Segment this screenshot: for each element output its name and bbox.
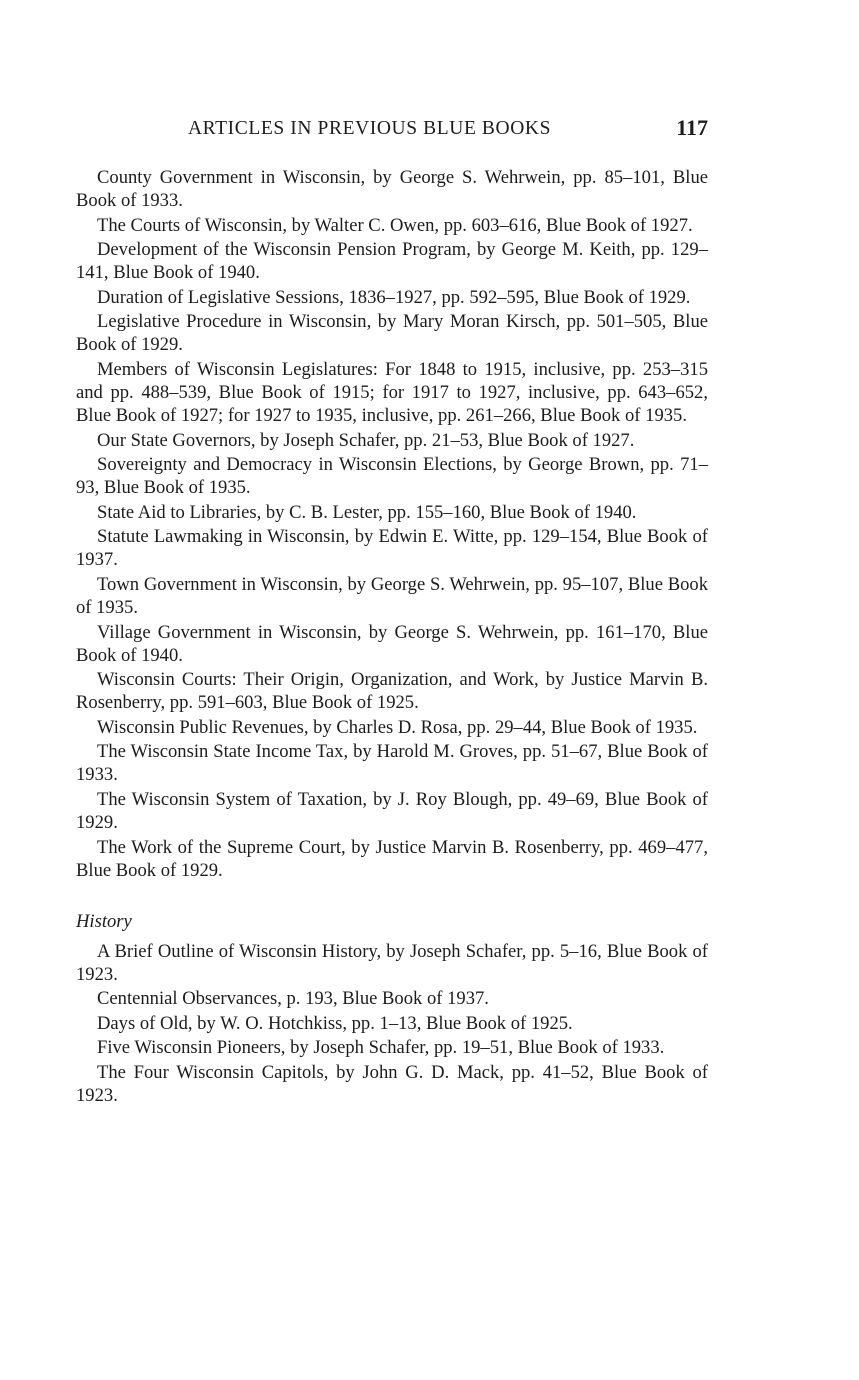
articles-list bbox=[76, 166, 708, 882]
article-entry: Wisconsin Courts: Their Origin, Organization, and Work, by Justice Marvin B. Rosenberry, pp. 591–603, Blue Book of 1925. bbox=[76, 669, 708, 714]
history-entry: Five Wisconsin Pioneers, by Joseph Schafer, pp. 19–51, Blue Book of 1933. bbox=[97, 1037, 665, 1059]
article-entry: Development of the Wisconsin Pension Program, by George M. Keith, pp. 129–141, Blue Book of 1940. bbox=[76, 239, 708, 284]
running-head-title: ARTICLES IN PREVIOUS BLUE BOOKS bbox=[188, 118, 552, 139]
article-entry: State Aid to Libraries, by C. B. Lester, pp. 155–160, Blue Book of 1940. bbox=[97, 501, 637, 523]
article-entry: Duration of Legislative Sessions, 1836–1927, pp. 592–595, Blue Book of 1929. bbox=[97, 286, 691, 308]
article-entry: The Wisconsin System of Taxation, by J. Roy Blough, pp. 49–69, Blue Book of 1929. bbox=[76, 788, 708, 833]
article-entry: Town Government in Wisconsin, by George S. Wehrwein, pp. 95–107, Blue Book of 1935. bbox=[76, 573, 708, 618]
history-entry: The Four Wisconsin Capitols, by John G. D. Mack, pp. 41–52, Blue Book of 1923. bbox=[76, 1061, 708, 1106]
article-entry: The Courts of Wisconsin, by Walter C. Owen, pp. 603–616, Blue Book of 1927. bbox=[97, 214, 693, 236]
article-entry: Legislative Procedure in Wisconsin, by Mary Moran Kirsch, pp. 501–505, Blue Book of 1929. bbox=[76, 311, 708, 356]
article-entry: Village Government in Wisconsin, by George S. Wehrwein, pp. 161–170, Blue Book of 1940. bbox=[76, 621, 708, 666]
section-heading-history: History bbox=[76, 910, 132, 932]
history-list bbox=[76, 940, 708, 1107]
article-entry: The Work of the Supreme Court, by Justice Marvin B. Rosenberry, pp. 469–477, Blue Book of 1929. bbox=[76, 836, 708, 881]
running-head bbox=[76, 112, 708, 146]
history-entry: A Brief Outline of Wisconsin History, by Joseph Schafer, pp. 5–16, Blue Book of 1923. bbox=[76, 940, 708, 985]
history-entry: Centennial Observances, p. 193, Blue Book of 1937. bbox=[97, 988, 489, 1010]
article-entry: Wisconsin Public Revenues, by Charles D. Rosa, pp. 29–44, Blue Book of 1935. bbox=[97, 716, 698, 738]
article-entry: Our State Governors, by Joseph Schafer, pp. 21–53, Blue Book of 1927. bbox=[97, 429, 635, 451]
history-entry: Days of Old, by W. O. Hotchkiss, pp. 1–13, Blue Book of 1925. bbox=[97, 1012, 573, 1034]
article-entry: The Wisconsin State Income Tax, by Harold M. Groves, pp. 51–67, Blue Book of 1933. bbox=[76, 741, 708, 786]
page bbox=[76, 112, 708, 1108]
article-entry: County Government in Wisconsin, by George S. Wehrwein, pp. 85–101, Blue Book of 1933. bbox=[76, 167, 708, 211]
article-entry: Statute Lawmaking in Wisconsin, by Edwin E. Witte, pp. 129–154, Blue Book of 1937. bbox=[76, 526, 708, 571]
page-number: 117 bbox=[676, 115, 708, 140]
article-entry: Members of Wisconsin Legislatures: For 1848 to 1915, inclusive, pp. 253–315 and pp. 488–539, Blue Book of 1915; for 1917 to 1927, inclusive, pp. 643–652, Blue Book of 1927; for 1927 to 1935, inclusive, pp. 261–266, Blue Book of 1935. bbox=[76, 358, 708, 426]
article-entry: Sovereignty and Democracy in Wisconsin Elections, by George Brown, pp. 71–93, Blue Book of 1935. bbox=[76, 454, 708, 499]
